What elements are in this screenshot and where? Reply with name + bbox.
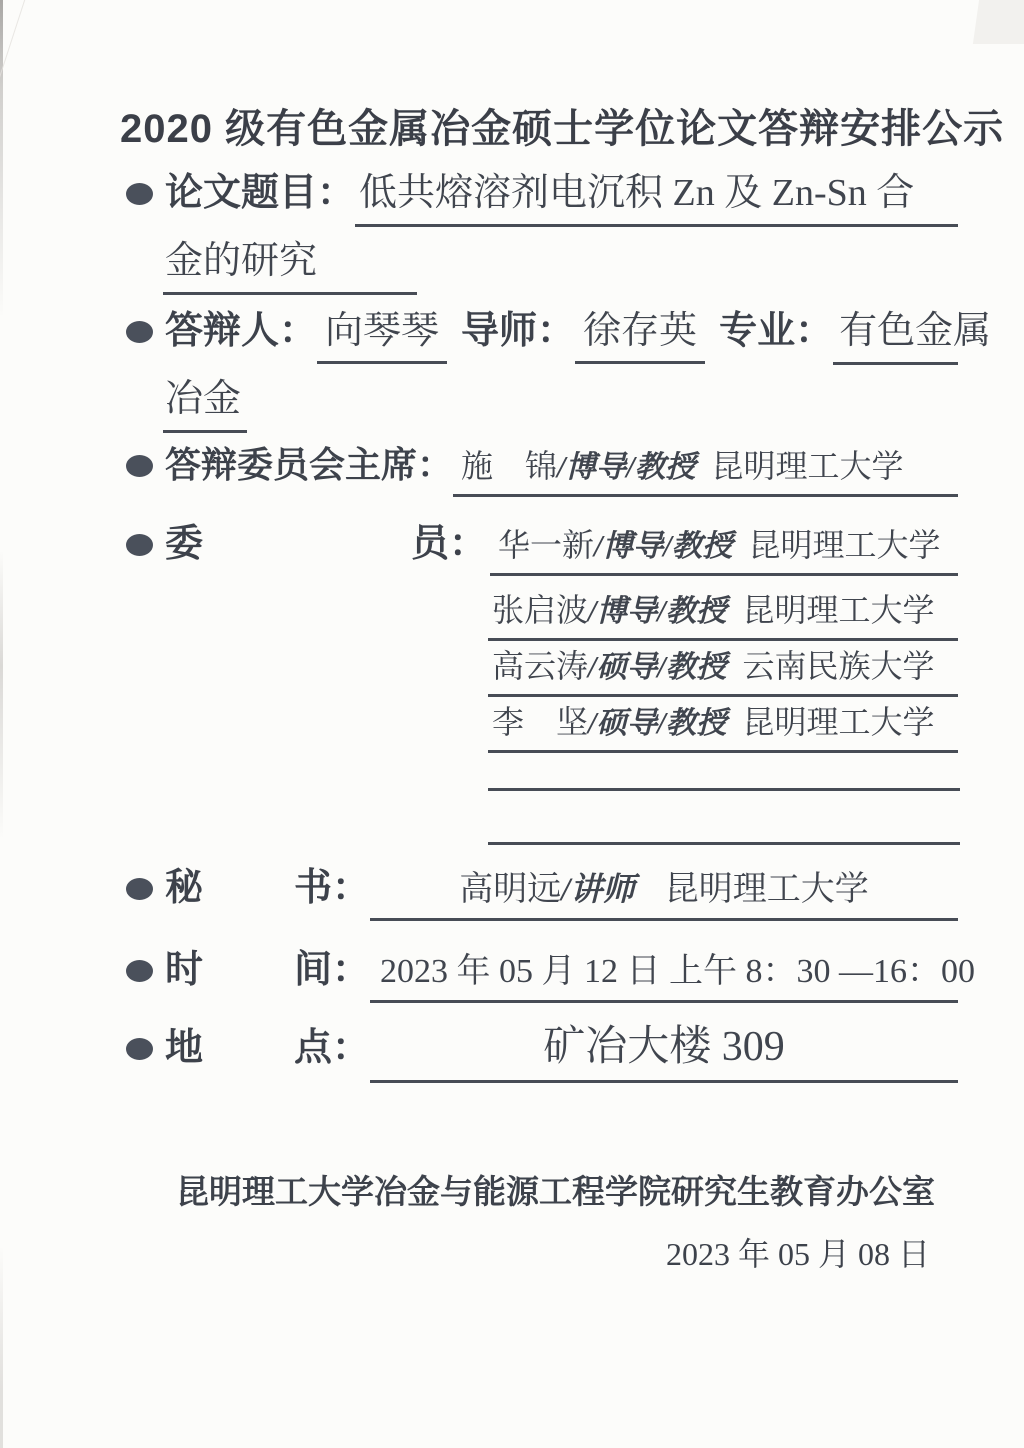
location-row (126, 1022, 958, 1083)
bullet-icon (126, 534, 153, 556)
thesis-value-line1: 低共熔溶剂电沉积 Zn 及 Zn-Sn 合 (355, 170, 958, 227)
blank-signature-line (488, 788, 960, 791)
secretary-value (370, 868, 958, 921)
secretary-label-right: 书： (293, 867, 370, 909)
member-title: /硕导/教授 (588, 650, 727, 684)
location-label-left: 地 (165, 1027, 204, 1069)
blank-signature-line (488, 842, 960, 845)
time-label (165, 948, 370, 994)
thesis-title-row (126, 170, 958, 227)
scan-corner-shade (973, 0, 1024, 44)
secretary-affiliation: 昆明理工大学 (664, 871, 869, 908)
location-value: 矿冶大楼 309 (370, 1022, 958, 1083)
member-name: 张启波 (492, 592, 589, 628)
committee-member-3 (488, 702, 958, 753)
defender-name: 向琴琴 (317, 308, 447, 364)
bullet-icon (126, 455, 153, 477)
defender-label: 答辩人： (165, 310, 318, 352)
committee-label-left: 委 (165, 523, 204, 565)
footer-date: 2023 年 05 月 08 日 (665, 1236, 930, 1272)
footer-organization: 昆明理工大学冶金与能源工程学院研究生教育办公室 (176, 1175, 935, 1211)
thesis-label: 论文题目： (165, 172, 356, 214)
chair-title: /博导/教授 (557, 450, 696, 484)
bullet-icon (126, 878, 153, 900)
committee-label (165, 522, 487, 568)
time-value: 2023 年 05 月 12 日 上午 8：30 —16：00 (370, 950, 958, 1003)
page-title: 2020 级有色金属冶金硕士学位论文答辩安排公示 (120, 107, 1005, 151)
chair-value (453, 446, 958, 497)
secretary-label (165, 866, 370, 912)
time-label-left: 时 (165, 949, 204, 991)
member-affiliation: 昆明理工大学 (748, 527, 941, 563)
secretary-title: /讲师 (561, 871, 635, 907)
thesis-title-row-2 (163, 238, 958, 295)
time-label-right: 间： (293, 949, 370, 991)
advisor-label: 导师： (461, 310, 576, 352)
major-value-line2: 冶金 (163, 376, 247, 433)
member-title: /博导/教授 (588, 594, 727, 628)
location-label-right: 点： (293, 1027, 370, 1069)
committee-row (126, 522, 958, 576)
chair-name: 施 锦 (461, 448, 558, 484)
defender-row-2 (163, 376, 958, 433)
secretary-name: 高明远 (459, 871, 562, 908)
committee-member-0 (490, 525, 958, 576)
major-label: 专业： (719, 310, 834, 352)
member-name: 高云涛 (492, 648, 589, 684)
chair-affiliation: 昆明理工大学 (711, 448, 904, 484)
member-affiliation: 昆明理工大学 (742, 592, 935, 628)
committee-member-1 (488, 590, 958, 641)
bullet-icon (126, 960, 153, 982)
scan-crease-artifact (0, 0, 26, 113)
chair-row (126, 444, 958, 497)
committee-member-2 (488, 646, 958, 697)
time-row (126, 948, 975, 1003)
bullet-icon (126, 183, 153, 205)
location-label (165, 1026, 370, 1072)
defender-row (126, 308, 992, 365)
member-name: 华一新 (498, 527, 595, 563)
scan-edge-artifact (0, 0, 3, 1448)
secretary-row (126, 866, 958, 921)
member-affiliation: 云南民族大学 (742, 648, 935, 684)
member-name: 李 坚 (492, 704, 589, 740)
secretary-label-left: 秘 (165, 867, 204, 909)
bullet-icon (126, 321, 153, 343)
thesis-value-line2: 金的研究 (163, 238, 417, 295)
bullet-icon (126, 1038, 153, 1060)
advisor-name: 徐存英 (575, 308, 705, 364)
member-title: /博导/教授 (594, 529, 733, 563)
member-affiliation: 昆明理工大学 (742, 704, 935, 740)
chair-label: 答辩委员会主席： (165, 445, 454, 485)
committee-label-right: 员： (410, 523, 487, 565)
major-value-line1: 有色金属 (833, 308, 958, 365)
member-title: /硕导/教授 (588, 706, 727, 740)
